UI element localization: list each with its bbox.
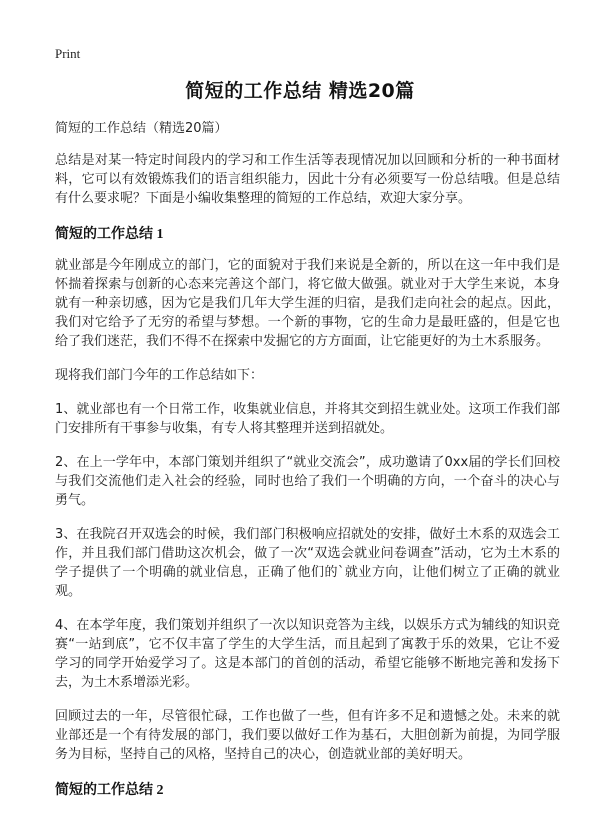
- section-heading-2: 简短的工作总结 2: [55, 783, 164, 798]
- print-link[interactable]: Print: [55, 46, 81, 61]
- section1-paragraph: 现将我们部门今年的工作总结如下：: [55, 368, 264, 383]
- article-subtitle: 简短的工作总结（精选20篇）: [55, 121, 228, 136]
- intro-paragraph: 总结是对某一特定时间段内的学习和工作生活等表现情况加以回顾和分析的一种书面材料，它可以有效锻炼我们的语言组织能力，因此十分有必须要写一份总结哦。但是总结有什么要求呢？下面是小编收集整理的简短的工作总结，欢迎大家分享。: [55, 153, 560, 206]
- section1-paragraph: 就业部是今年刚成立的部门，它的面貌对于我们来说是全新的，所以在这一年中我们是怀揣着探索与创新的心态来完善这个部门，将它做大做强。就业对于大学生来说，本身就有一种亲切感，因为它是我们几年大学生涯的归宿，是我们走向社会的起点。因此，我们对它给予了无穷的希望与梦想。一个新的事物，它的生命力是最旺盛的，但是它也给了我们迷茫，我们不得不在探索中发掘它的方方面面，让它能更好的为土木系服务。: [55, 258, 560, 349]
- section1-paragraph: 3、在我院召开双选会的时候，我们部门积极响应招就处的安排，做好土木系的双选会工作，并且我们部门借助这次机会，做了一次“双选会就业问卷调查”活动，它为土木系的学子提供了一个明确的就业信息，正确了他们的`就业方向，让他们树立了正确的就业观。: [55, 527, 560, 599]
- article-body: [55, 120, 560, 812]
- page-title: 简短的工作总结 精选20篇: [185, 80, 415, 102]
- section1-paragraph: 4、在本学年度，我们策划并组织了一次以知识竞答为主线，以娱乐方式为辅线的知识竞赛“一站到底”，它不仅丰富了学生的大学生活，而且起到了寓教于乐的效果，它让不爱学习的同学开始爱学习了。这是本部门的首创的活动，希望它能够不断地完善和发扬下去，为土木系增添光彩。: [55, 618, 560, 690]
- section1-paragraph: 回顾过去的一年，尽管很忙碌，工作也做了一些，但有许多不足和遗憾之处。未来的就业部还是一个有待发展的部门，我们要以做好工作为基石，大胆创新为前提，为同学服务为目标，坚持自己的风格，坚持自己的决心，创造就业部的美好明天。: [55, 709, 560, 762]
- section1-paragraph: 2、在上一学年中，本部门策划并组织了“就业交流会”，成功邀请了0xx届的学长们回校与我们交流他们走入社会的经验，同时也给了我们一个明确的方向，一个奋斗的决心与勇气。: [55, 455, 560, 508]
- section-heading-1: 简短的工作总结 1: [55, 227, 164, 242]
- section1-paragraph: 1、就业部也有一个日常工作，收集就业信息，并将其交到招生就业处。这项工作我们部门安排所有干事参与收集，有专人将其整理并送到招就处。: [55, 402, 560, 436]
